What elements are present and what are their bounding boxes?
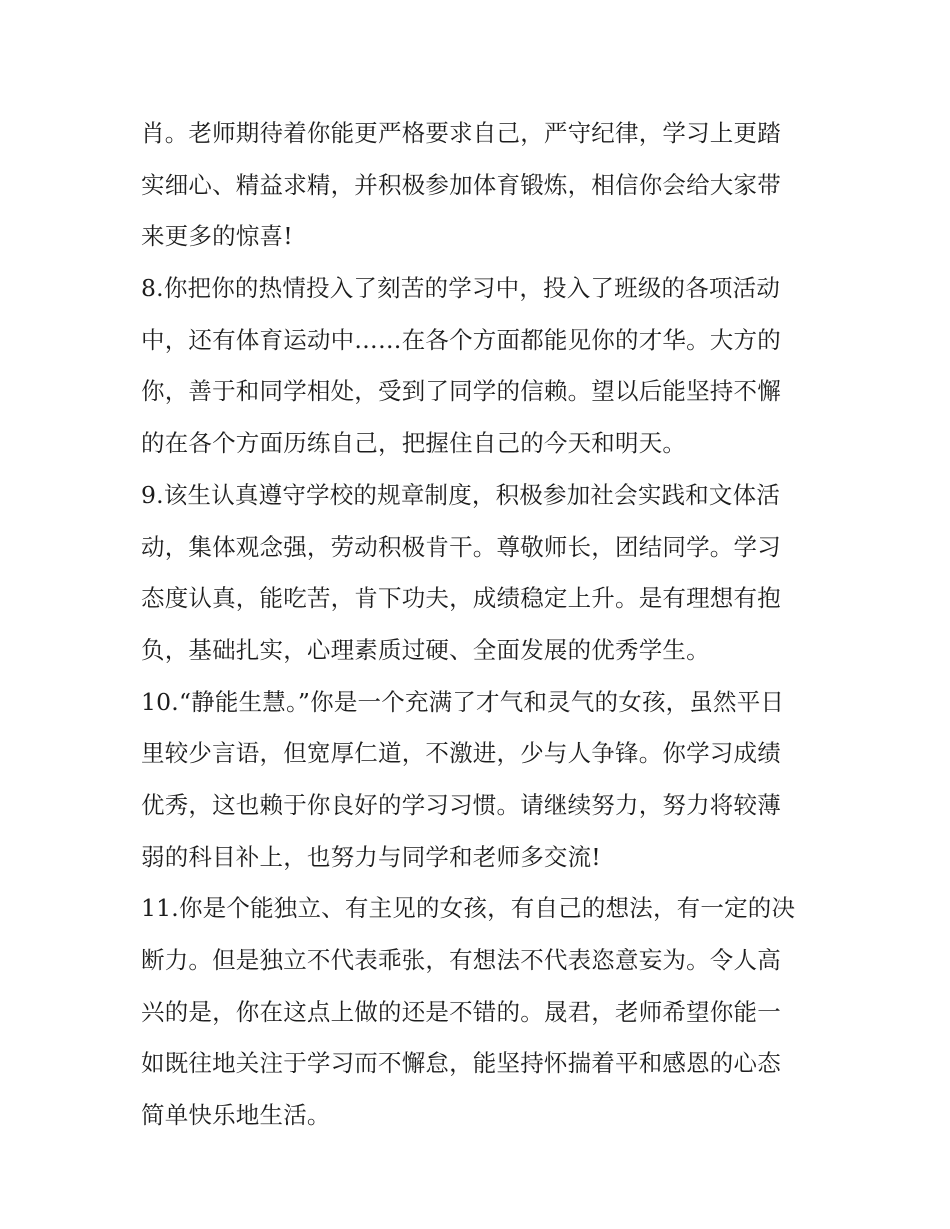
- text-line: 弱的科目补上，也努力与同学和老师多交流!: [141, 842, 601, 871]
- text-line: 态度认真，能吃苦，肯下功夫，成绩稳定上升。是有理想有抱: [141, 584, 781, 613]
- text-line: 你，善于和同学相处，受到了同学的信赖。望以后能坚持不懈: [141, 377, 781, 406]
- text-line: 11.你是个能独立、有主见的女孩，有自己的想法，有一定的决: [141, 894, 796, 923]
- text-line: 8.你把你的热情投入了刻苦的学习中，投入了班级的各项活动: [141, 274, 781, 303]
- text-line: 里较少言语，但宽厚仁道，不激进，少与人争锋。你学习成绩: [141, 739, 781, 768]
- text-line: 简单快乐地生活。: [141, 1101, 331, 1130]
- text-line: 的在各个方面历练自己，把握住自己的今天和明天。: [141, 429, 687, 458]
- text-line: 兴的是，你在这点上做的还是不错的。晟君，老师希望你能一: [141, 997, 781, 1026]
- text-line: 9.该生认真遵守学校的规章制度，积极参加社会实践和文体活: [141, 480, 781, 509]
- text-line: 优秀，这也赖于你良好的学习习惯。请继续努力，努力将较薄: [141, 790, 781, 819]
- text-line: 实细心、精益求精，并积极参加体育锻炼，相信你会给大家带: [141, 170, 781, 199]
- text-line: 10.“静能生慧。”你是一个充满了才气和灵气的女孩，虽然平日: [141, 687, 785, 716]
- text-line: 断力。但是独立不代表乖张，有想法不代表恣意妄为。令人高: [141, 946, 781, 974]
- text-line: 负，基础扎实，心理素质过硬、全面发展的优秀学生。: [141, 635, 710, 664]
- text-line: 来更多的惊喜!: [141, 222, 293, 251]
- text-line: 如既往地关注于学习而不懈怠，能坚持怀揣着平和感恩的心态: [141, 1049, 781, 1078]
- document-body: [141, 108, 811, 1142]
- text-line: 动，集体观念强，劳动积极肯干。尊敬师长，团结同学。学习: [141, 532, 781, 561]
- text-line: 中，还有体育运动中……在各个方面都能见你的才华。大方的: [141, 325, 781, 354]
- text-line: 肖。老师期待着你能更严格要求自己，严守纪律，学习上更踏: [141, 119, 781, 147]
